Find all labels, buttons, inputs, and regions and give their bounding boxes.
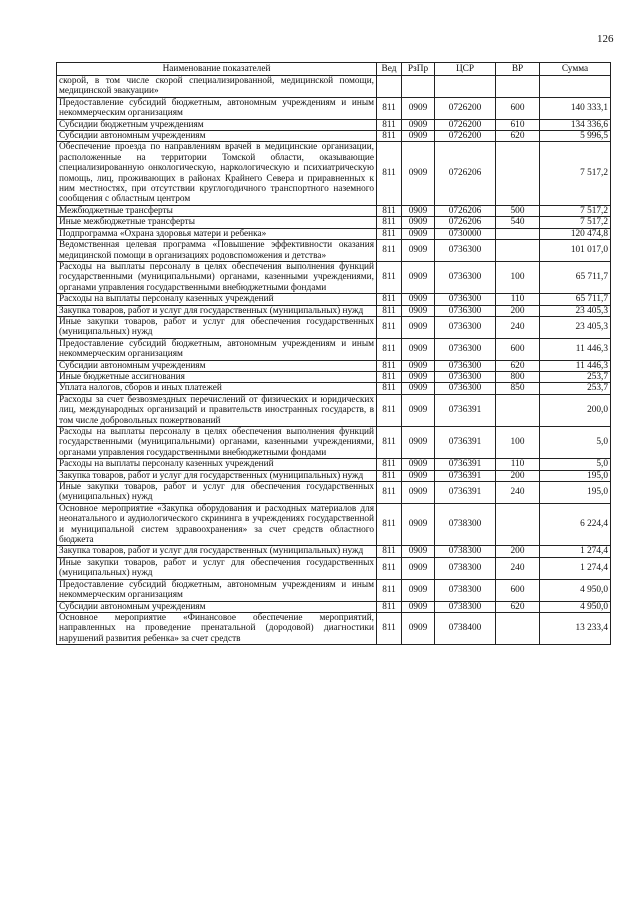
cell-csr: 0736300 bbox=[435, 261, 496, 293]
cell-ved: 811 bbox=[377, 316, 402, 338]
cell-rzpr: 0909 bbox=[402, 557, 435, 579]
table-row bbox=[57, 546, 611, 557]
cell-vr bbox=[496, 240, 540, 262]
budget-table bbox=[56, 62, 611, 645]
cell-sum: 5,0 bbox=[540, 459, 611, 470]
cell-sum: 140 333,1 bbox=[540, 97, 611, 119]
cell-vr: 100 bbox=[496, 261, 540, 293]
table-header-row bbox=[57, 63, 611, 76]
cell-csr: 0736300 bbox=[435, 338, 496, 360]
cell-vr: 200 bbox=[496, 470, 540, 481]
cell-name: Подпрограмма «Охрана здоровья матери и ребенка» bbox=[57, 228, 377, 239]
cell-rzpr: 0909 bbox=[402, 305, 435, 316]
table-row bbox=[57, 557, 611, 579]
cell-rzpr: 0909 bbox=[402, 427, 435, 459]
table-row bbox=[57, 459, 611, 470]
cell-name: Иные бюджетные ассигнования bbox=[57, 371, 377, 382]
cell-csr: 0736391 bbox=[435, 482, 496, 504]
cell-ved: 811 bbox=[377, 305, 402, 316]
table-row bbox=[57, 482, 611, 504]
cell-sum: 7 517,2 bbox=[540, 217, 611, 228]
cell-name: Предоставление субсидий бюджетным, автономным учреждениям и иным некоммерческим организациям bbox=[57, 97, 377, 119]
cell-name: Ведомственная целевая программа «Повышение эффективности оказания медицинской помощи в организациях родовспоможения и детства» bbox=[57, 240, 377, 262]
cell-sum: 120 474,8 bbox=[540, 228, 611, 239]
table-row bbox=[57, 371, 611, 382]
cell-vr: 100 bbox=[496, 427, 540, 459]
cell-vr: 600 bbox=[496, 579, 540, 601]
cell-name: Расходы за счет безвозмездных перечислений от физических и юридических лиц, международных организаций и правительств иностранных государств, в том числе добровольных пожертвований bbox=[57, 394, 377, 426]
cell-name: Обеспечение проезда по направлениям врачей в медицинские организации, расположенные на территории Томской области, оказывающие специализированную онкологическую, наркологическую и психиатрическую помощь, лиц, проживающих в районах Крайнего Севера и приравненных к ним местностях, при отсутствии круглогодичного транспортного наземного сообщения с областным центром bbox=[57, 142, 377, 205]
cell-csr: 0736300 bbox=[435, 316, 496, 338]
cell-rzpr: 0909 bbox=[402, 316, 435, 338]
cell-ved: 811 bbox=[377, 470, 402, 481]
table-row bbox=[57, 316, 611, 338]
cell-vr: 110 bbox=[496, 459, 540, 470]
cell-vr: 620 bbox=[496, 131, 540, 142]
table-row bbox=[57, 294, 611, 305]
cell-ved: 811 bbox=[377, 394, 402, 426]
cell-vr: 110 bbox=[496, 294, 540, 305]
cell-name: Иные закупки товаров, работ и услуг для обеспечения государственных (муниципальных) нужд bbox=[57, 482, 377, 504]
cell-sum: 1 274,4 bbox=[540, 546, 611, 557]
cell-csr: 0726200 bbox=[435, 97, 496, 119]
cell-csr: 0736300 bbox=[435, 305, 496, 316]
cell-csr: 0736391 bbox=[435, 470, 496, 481]
cell-vr: 540 bbox=[496, 217, 540, 228]
cell-sum bbox=[540, 76, 611, 98]
cell-rzpr: 0909 bbox=[402, 205, 435, 216]
cell-csr: 0730000 bbox=[435, 228, 496, 239]
cell-csr: 0738300 bbox=[435, 503, 496, 546]
cell-sum: 6 224,4 bbox=[540, 503, 611, 546]
cell-csr: 0736300 bbox=[435, 240, 496, 262]
cell-rzpr: 0909 bbox=[402, 601, 435, 612]
cell-rzpr: 0909 bbox=[402, 470, 435, 481]
cell-vr bbox=[496, 612, 540, 644]
cell-rzpr: 0909 bbox=[402, 294, 435, 305]
table-row bbox=[57, 612, 611, 644]
cell-vr: 240 bbox=[496, 316, 540, 338]
cell-sum: 195,0 bbox=[540, 470, 611, 481]
cell-rzpr: 0909 bbox=[402, 240, 435, 262]
cell-rzpr: 0909 bbox=[402, 612, 435, 644]
cell-vr: 850 bbox=[496, 383, 540, 394]
table-row bbox=[57, 97, 611, 119]
header-name: Наименование показателей bbox=[57, 63, 377, 76]
table-row bbox=[57, 383, 611, 394]
cell-sum: 5,0 bbox=[540, 427, 611, 459]
table-row bbox=[57, 119, 611, 130]
cell-csr: 0736300 bbox=[435, 360, 496, 371]
cell-name: скорой, в том числе скорой специализированной, медицинской помощи, медицинской эвакуации» bbox=[57, 76, 377, 98]
cell-ved: 811 bbox=[377, 261, 402, 293]
cell-ved: 811 bbox=[377, 601, 402, 612]
table-row bbox=[57, 503, 611, 546]
cell-csr: 0736300 bbox=[435, 371, 496, 382]
cell-rzpr: 0909 bbox=[402, 119, 435, 130]
cell-name: Закупка товаров, работ и услуг для государственных (муниципальных) нужд bbox=[57, 470, 377, 481]
cell-csr: 0736391 bbox=[435, 394, 496, 426]
cell-sum: 134 336,6 bbox=[540, 119, 611, 130]
cell-csr: 0736391 bbox=[435, 459, 496, 470]
table-row bbox=[57, 360, 611, 371]
cell-ved: 811 bbox=[377, 482, 402, 504]
cell-name: Субсидии автономным учреждениям bbox=[57, 360, 377, 371]
cell-name: Расходы на выплаты персоналу казенных учреждений bbox=[57, 459, 377, 470]
cell-vr bbox=[496, 142, 540, 205]
cell-sum: 13 233,4 bbox=[540, 612, 611, 644]
header-rzpr: РзПр bbox=[402, 63, 435, 76]
table-row bbox=[57, 338, 611, 360]
cell-vr: 610 bbox=[496, 119, 540, 130]
cell-rzpr: 0909 bbox=[402, 482, 435, 504]
cell-sum: 65 711,7 bbox=[540, 261, 611, 293]
cell-vr: 200 bbox=[496, 305, 540, 316]
cell-name: Расходы на выплаты персоналу казенных учреждений bbox=[57, 294, 377, 305]
cell-sum: 23 405,3 bbox=[540, 305, 611, 316]
cell-rzpr: 0909 bbox=[402, 131, 435, 142]
cell-rzpr: 0909 bbox=[402, 503, 435, 546]
cell-name: Предоставление субсидий бюджетным, автономным учреждениям и иным некоммерческим организациям bbox=[57, 579, 377, 601]
cell-vr bbox=[496, 228, 540, 239]
cell-sum: 65 711,7 bbox=[540, 294, 611, 305]
cell-csr: 0736300 bbox=[435, 383, 496, 394]
cell-rzpr: 0909 bbox=[402, 338, 435, 360]
cell-sum: 1 274,4 bbox=[540, 557, 611, 579]
page-number: 126 bbox=[597, 33, 614, 45]
table-row bbox=[57, 470, 611, 481]
cell-ved: 811 bbox=[377, 142, 402, 205]
table-row bbox=[57, 217, 611, 228]
cell-name: Предоставление субсидий бюджетным, автономным учреждениям и иным некоммерческим организациям bbox=[57, 338, 377, 360]
cell-sum: 101 017,0 bbox=[540, 240, 611, 262]
table-row bbox=[57, 427, 611, 459]
cell-rzpr: 0909 bbox=[402, 228, 435, 239]
cell-ved: 811 bbox=[377, 360, 402, 371]
cell-csr: 0736391 bbox=[435, 427, 496, 459]
cell-ved: 811 bbox=[377, 228, 402, 239]
cell-ved: 811 bbox=[377, 579, 402, 601]
cell-rzpr: 0909 bbox=[402, 261, 435, 293]
cell-rzpr bbox=[402, 76, 435, 98]
cell-vr: 620 bbox=[496, 360, 540, 371]
cell-rzpr: 0909 bbox=[402, 546, 435, 557]
cell-rzpr: 0909 bbox=[402, 371, 435, 382]
cell-vr: 200 bbox=[496, 546, 540, 557]
cell-rzpr: 0909 bbox=[402, 459, 435, 470]
cell-vr: 240 bbox=[496, 482, 540, 504]
cell-vr bbox=[496, 503, 540, 546]
cell-name: Иные закупки товаров, работ и услуг для обеспечения государственных (муниципальных) нужд bbox=[57, 557, 377, 579]
cell-ved: 811 bbox=[377, 427, 402, 459]
cell-ved: 811 bbox=[377, 503, 402, 546]
header-sum: Сумма bbox=[540, 63, 611, 76]
table-row bbox=[57, 142, 611, 205]
cell-csr: 0726200 bbox=[435, 131, 496, 142]
cell-vr: 620 bbox=[496, 601, 540, 612]
table-row bbox=[57, 76, 611, 98]
cell-csr: 0738300 bbox=[435, 601, 496, 612]
cell-sum: 4 950,0 bbox=[540, 579, 611, 601]
cell-vr bbox=[496, 76, 540, 98]
cell-ved: 811 bbox=[377, 119, 402, 130]
cell-ved: 811 bbox=[377, 557, 402, 579]
cell-name: Расходы на выплаты персоналу в целях обеспечения выполнения функций государственными (муниципальными) органами, казенными учреждениями, органами управления государственными внебюджетными фондами bbox=[57, 427, 377, 459]
cell-rzpr: 0909 bbox=[402, 579, 435, 601]
cell-csr bbox=[435, 76, 496, 98]
table-row bbox=[57, 579, 611, 601]
cell-name: Расходы на выплаты персоналу в целях обеспечения выполнения функций государственными (муниципальными) органами, казенными учреждениями, органами управления государственными внебюджетными фондами bbox=[57, 261, 377, 293]
cell-csr: 0736300 bbox=[435, 294, 496, 305]
cell-name: Субсидии бюджетным учреждениям bbox=[57, 119, 377, 130]
cell-ved: 811 bbox=[377, 131, 402, 142]
cell-vr: 600 bbox=[496, 338, 540, 360]
cell-name: Иные закупки товаров, работ и услуг для обеспечения государственных (муниципальных) нужд bbox=[57, 316, 377, 338]
table-row bbox=[57, 394, 611, 426]
cell-sum: 253,7 bbox=[540, 383, 611, 394]
cell-vr: 800 bbox=[496, 371, 540, 382]
cell-sum: 5 996,5 bbox=[540, 131, 611, 142]
cell-name: Иные межбюджетные трансферты bbox=[57, 217, 377, 228]
table-row bbox=[57, 205, 611, 216]
cell-csr: 0738400 bbox=[435, 612, 496, 644]
table-row bbox=[57, 240, 611, 262]
cell-csr: 0726206 bbox=[435, 142, 496, 205]
cell-rzpr: 0909 bbox=[402, 97, 435, 119]
cell-sum: 253,7 bbox=[540, 371, 611, 382]
cell-rzpr: 0909 bbox=[402, 360, 435, 371]
cell-csr: 0738300 bbox=[435, 546, 496, 557]
cell-csr: 0738300 bbox=[435, 579, 496, 601]
cell-name: Уплата налогов, сборов и иных платежей bbox=[57, 383, 377, 394]
table-row bbox=[57, 305, 611, 316]
table-row bbox=[57, 261, 611, 293]
cell-rzpr: 0909 bbox=[402, 142, 435, 205]
cell-sum: 200,0 bbox=[540, 394, 611, 426]
cell-name: Субсидии автономным учреждениям bbox=[57, 601, 377, 612]
table-body bbox=[57, 76, 611, 645]
cell-csr: 0726206 bbox=[435, 205, 496, 216]
cell-sum: 7 517,2 bbox=[540, 142, 611, 205]
cell-csr: 0726206 bbox=[435, 217, 496, 228]
cell-ved: 811 bbox=[377, 240, 402, 262]
cell-ved: 811 bbox=[377, 217, 402, 228]
cell-name: Закупка товаров, работ и услуг для государственных (муниципальных) нужд bbox=[57, 305, 377, 316]
header-ved: Вед bbox=[377, 63, 402, 76]
cell-ved: 811 bbox=[377, 383, 402, 394]
cell-sum: 11 446,3 bbox=[540, 338, 611, 360]
cell-ved: 811 bbox=[377, 612, 402, 644]
header-csr: ЦСР bbox=[435, 63, 496, 76]
cell-sum: 4 950,0 bbox=[540, 601, 611, 612]
cell-sum: 23 405,3 bbox=[540, 316, 611, 338]
cell-csr: 0726200 bbox=[435, 119, 496, 130]
cell-vr: 600 bbox=[496, 97, 540, 119]
cell-sum: 7 517,2 bbox=[540, 205, 611, 216]
cell-ved: 811 bbox=[377, 294, 402, 305]
cell-vr: 500 bbox=[496, 205, 540, 216]
cell-name: Основное мероприятие «Финансовое обеспечение мероприятий, направленных на проведение пренатальной (дородовой) диагностики нарушений развития ребенка» за счет средств bbox=[57, 612, 377, 644]
cell-sum: 195,0 bbox=[540, 482, 611, 504]
table-row bbox=[57, 228, 611, 239]
cell-rzpr: 0909 bbox=[402, 383, 435, 394]
cell-name: Межбюджетные трансферты bbox=[57, 205, 377, 216]
cell-ved bbox=[377, 76, 402, 98]
cell-vr bbox=[496, 394, 540, 426]
cell-ved: 811 bbox=[377, 459, 402, 470]
cell-name: Субсидии автономным учреждениям bbox=[57, 131, 377, 142]
cell-csr: 0738300 bbox=[435, 557, 496, 579]
cell-ved: 811 bbox=[377, 546, 402, 557]
cell-rzpr: 0909 bbox=[402, 217, 435, 228]
cell-vr: 240 bbox=[496, 557, 540, 579]
cell-ved: 811 bbox=[377, 97, 402, 119]
cell-rzpr: 0909 bbox=[402, 394, 435, 426]
cell-ved: 811 bbox=[377, 205, 402, 216]
cell-name: Закупка товаров, работ и услуг для государственных (муниципальных) нужд bbox=[57, 546, 377, 557]
table-row bbox=[57, 131, 611, 142]
header-vr: ВР bbox=[496, 63, 540, 76]
cell-ved: 811 bbox=[377, 338, 402, 360]
cell-name: Основное мероприятие «Закупка оборудования и расходных материалов для неонатального и аудиологического скрининга в учреждениях государственной и муниципальной систем здравоохранения» за счет средств областного бюджета bbox=[57, 503, 377, 546]
cell-sum: 11 446,3 bbox=[540, 360, 611, 371]
cell-ved: 811 bbox=[377, 371, 402, 382]
table-row bbox=[57, 601, 611, 612]
